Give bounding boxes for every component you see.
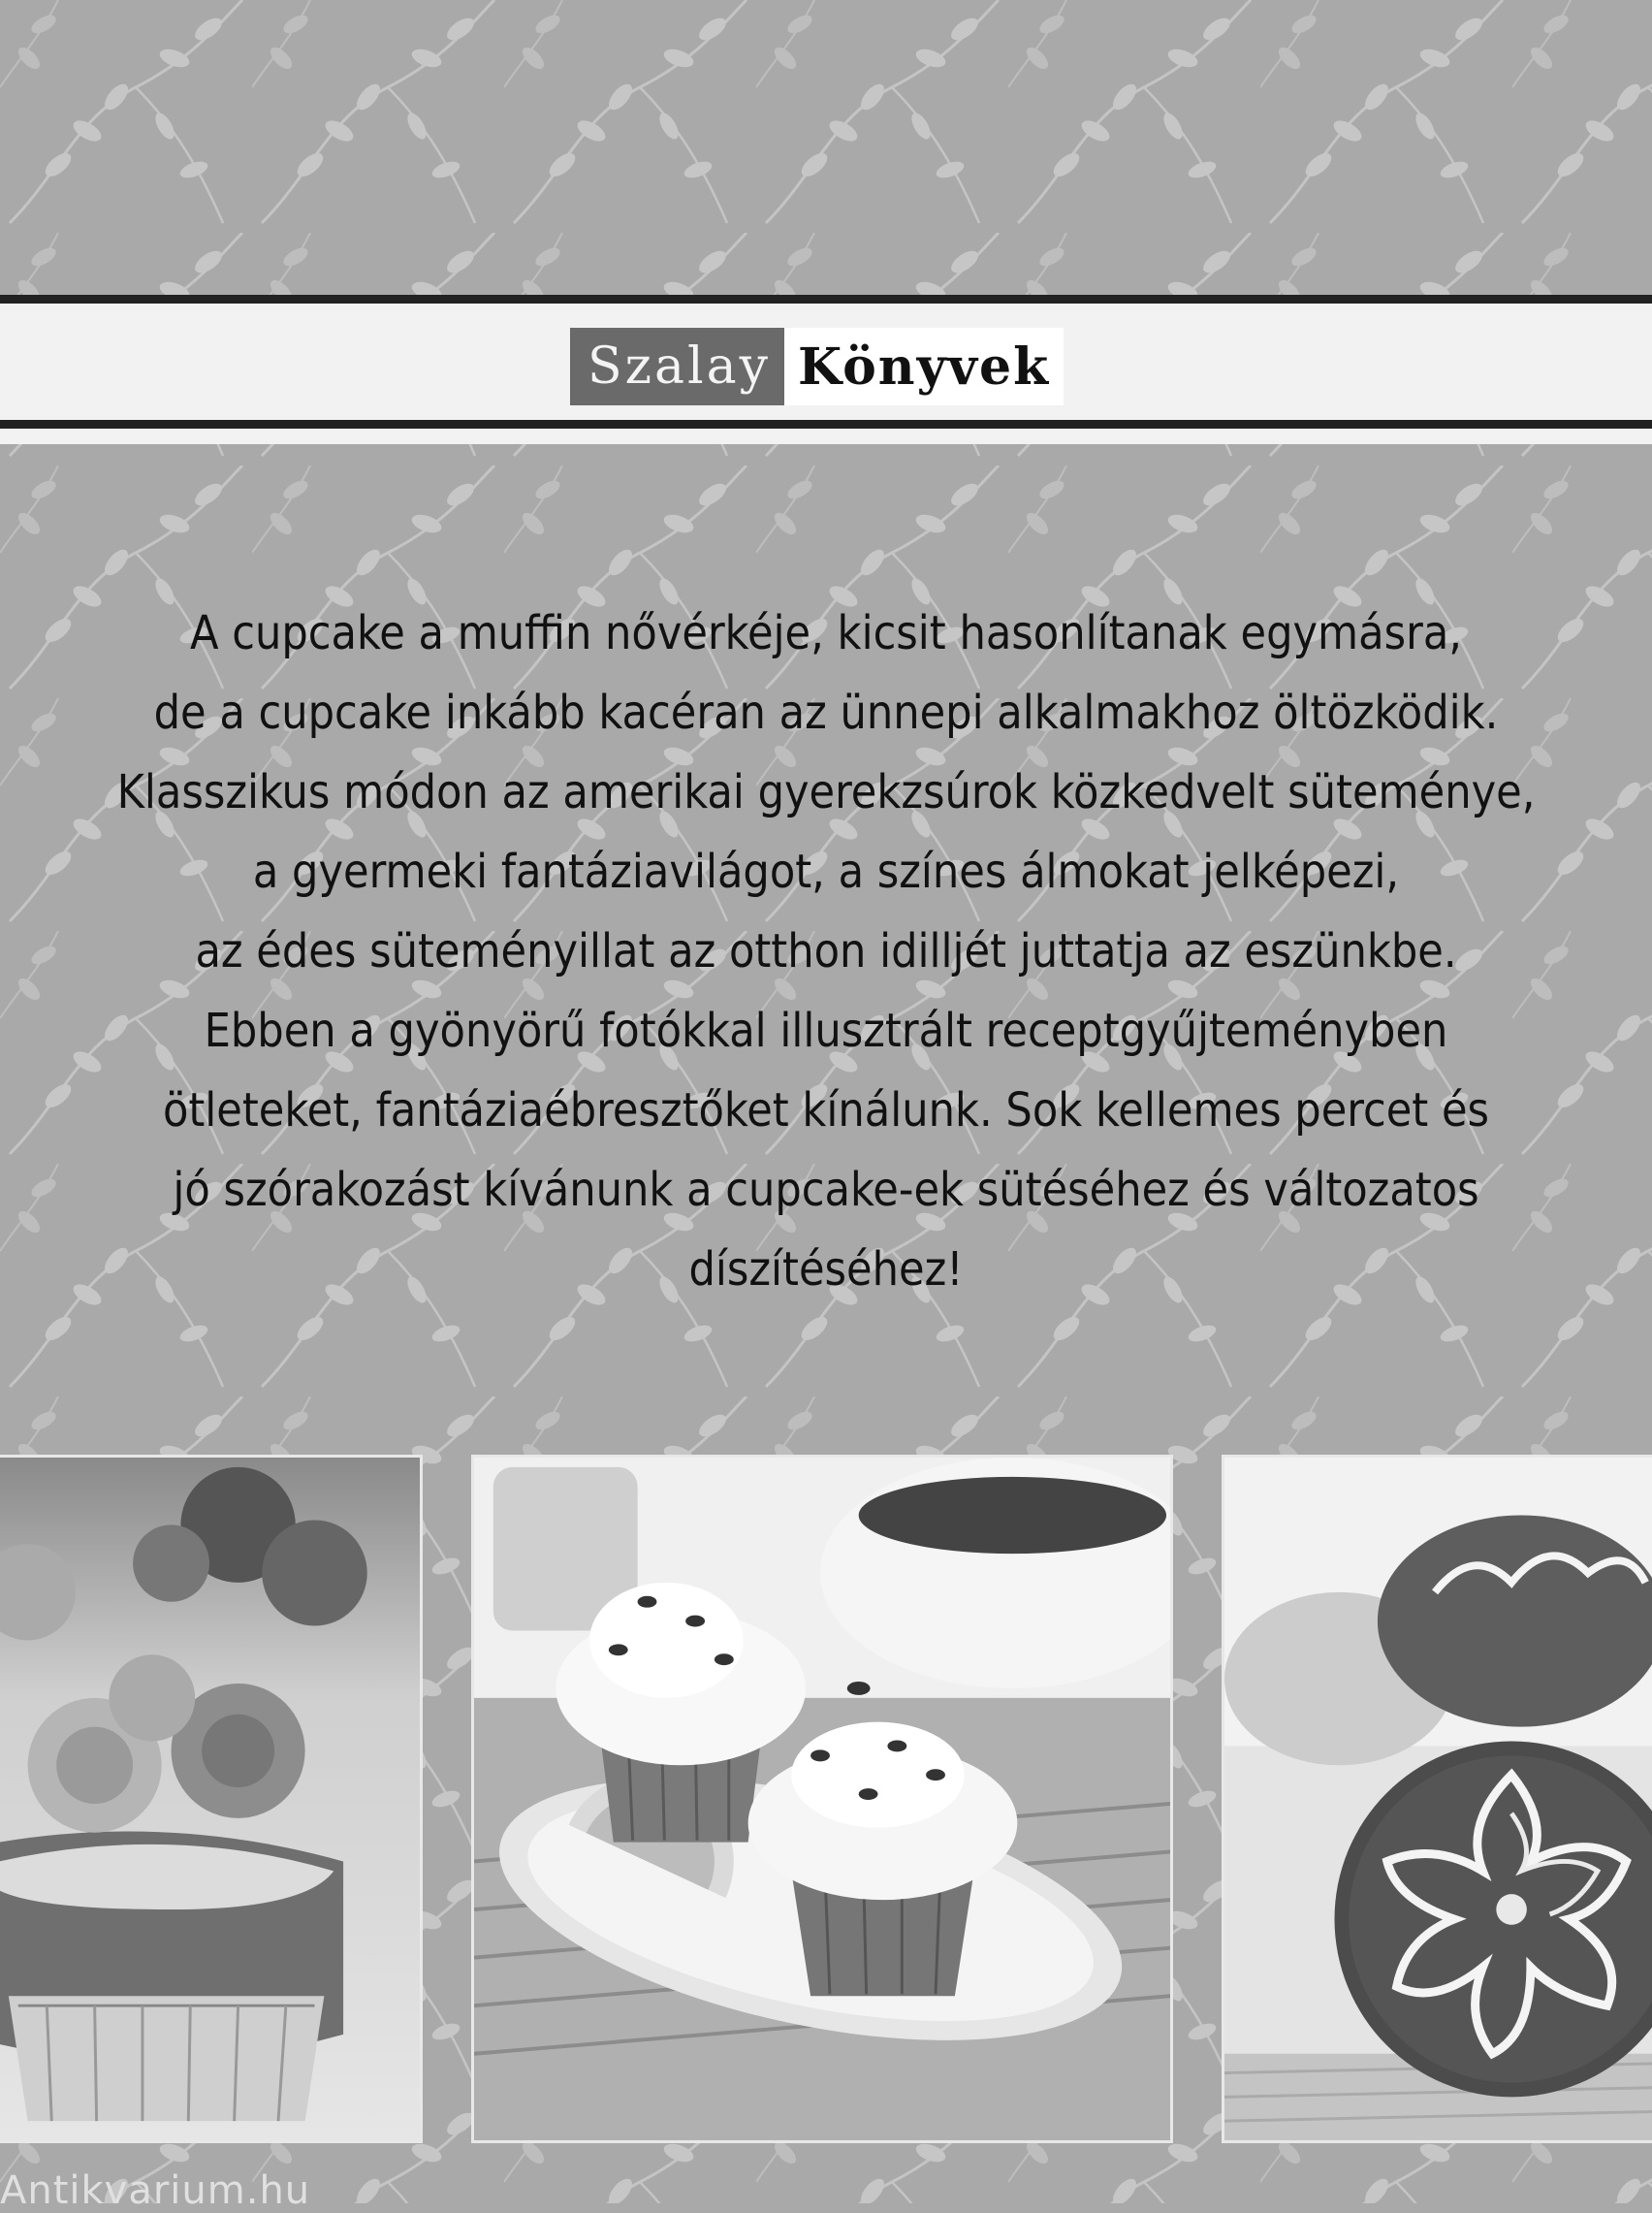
photo-lemon-cupcakes [471, 1455, 1173, 2143]
publisher-name-part1: Szalay [570, 328, 784, 405]
blurb-line: ötleteket, fantáziaébresztőket kínálunk. Sok kellemes percet és [39, 1071, 1613, 1150]
watermark: Antikvarium.hu [0, 2168, 310, 2213]
publisher-logo [570, 328, 1064, 405]
blurb-line: díszítéséhez! [39, 1230, 1613, 1309]
blurb-line: a gyermeki fantáziavilágot, a színes álmokat jelképezi, [39, 832, 1613, 912]
photo-gingerbread [1222, 1455, 1652, 2143]
blurb-line: A cupcake a muffin nővérkéje, kicsit hasonlítanak egymásra, [39, 593, 1613, 673]
blurb-line: Klasszikus módon az amerikai gyerekzsúrok közkedvelt süteménye, [39, 753, 1613, 832]
top-rule [0, 295, 1652, 304]
blurb-line: az édes süteményillat az otthon idilljét juttatja az eszünkbe. [39, 912, 1613, 991]
blurb-line: de a cupcake inkább kacéran az ünnepi alkalmakhoz öltözködik. [39, 673, 1613, 753]
photo-rose-cupcake [0, 1455, 423, 2143]
back-cover-blurb [39, 593, 1613, 1309]
blurb-line: Ebben a gyönyörű fotókkal illusztrált receptgyűjteményben [39, 991, 1613, 1071]
bottom-rule [0, 420, 1652, 429]
blurb-line: jó szórakozást kívánunk a cupcake-ek sütéséhez és változatos [39, 1150, 1613, 1230]
publisher-name-part2: Könyvek [784, 328, 1064, 405]
